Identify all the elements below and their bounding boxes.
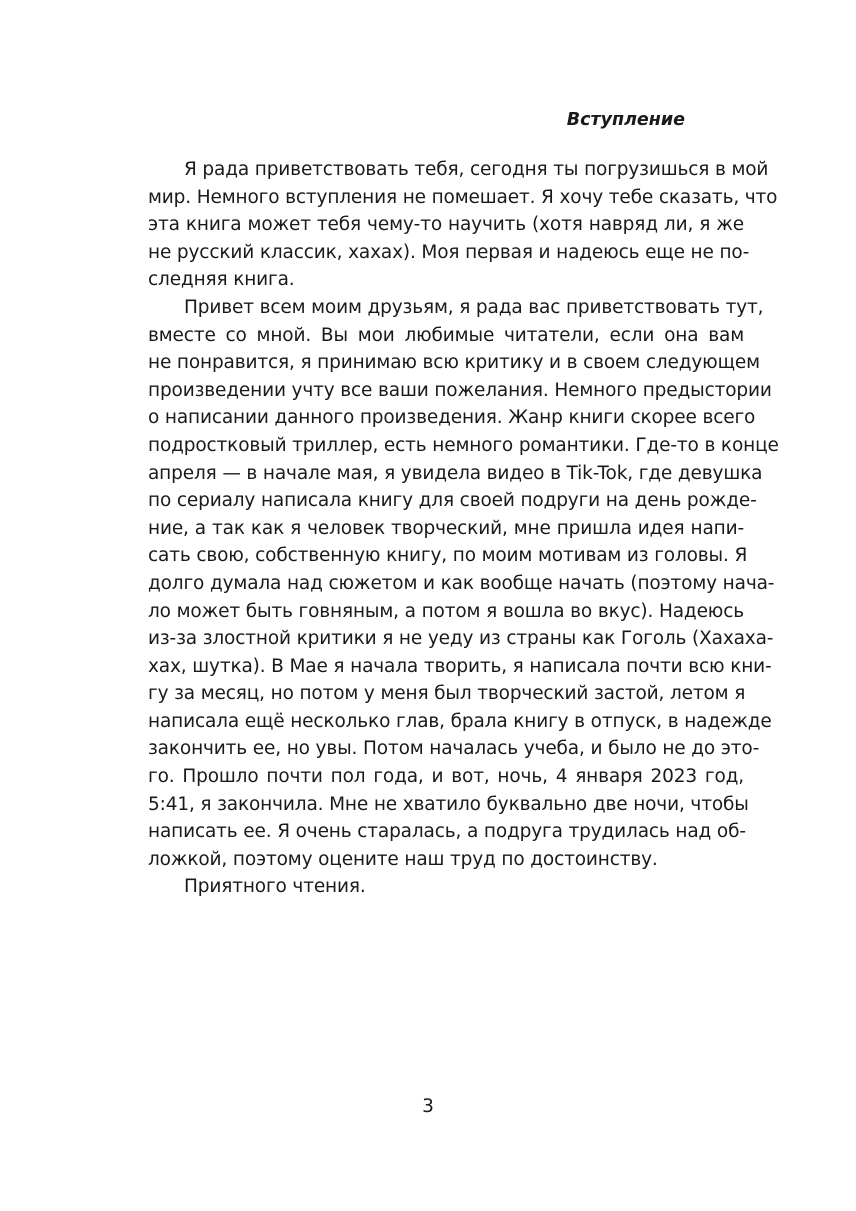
- text-line: по сериалу написала книгу для своей подруги на день рожде-: [148, 490, 757, 512]
- text-line: вместе со мной. Вы мои любимые читатели, если она вам: [148, 324, 744, 346]
- text-line: ло может быть говняным, а потом я вошла во вкус). Надеюсь: [148, 600, 744, 622]
- text-line: 5:41, я закончила. Мне не хватило буквально две ночи, чтобы: [148, 793, 749, 815]
- text-line: го. Прошло почти пол года, и вот, ночь, 4 января 2023 год,: [148, 766, 744, 788]
- text-line: эта книга может тебя чему-то научить (хотя навряд ли, я же: [148, 214, 744, 236]
- text-line: написала ещё несколько глав, брала книгу в отпуск, в надежде: [148, 710, 772, 732]
- text-line: Я рада приветствовать тебя, сегодня ты погрузишься в мой: [184, 159, 769, 180]
- text-line: мир. Немного вступления не помешает. Я хочу тебе сказать, что: [148, 186, 778, 208]
- paragraph: [148, 156, 778, 294]
- text-line: сать свою, собственную книгу, по моим мотивам из головы. Я: [148, 545, 748, 567]
- text-line: Привет всем моим друзьям, я рада вас приветствовать тут,: [184, 296, 764, 318]
- text-line: ложкой, поэтому оцените наш труд по достоинству.: [148, 848, 658, 870]
- paragraph: [148, 294, 779, 873]
- text-line: из-за злостной критики я не уеду из страны как Гоголь (Хахаха-: [148, 628, 774, 650]
- text-line: произведении учту все ваши пожелания. Немного предыстории: [148, 379, 772, 401]
- text-line: гу за месяц, но потом у меня был творческий застой, летом я: [148, 683, 746, 705]
- text-line: не понравится, я принимаю всю критику и в своем следующем: [148, 352, 760, 374]
- chapter-heading: Вступление: [566, 110, 685, 130]
- text-line: апреля — в начале мая, я увидела видео в Tik-Tok, где девушка: [148, 462, 763, 484]
- text-line: хах, шутка). В Мае я начала творить, я написала почти всю кни-: [148, 655, 772, 677]
- text-line: подростковый триллер, есть немного романтики. Где-то в конце: [148, 434, 779, 456]
- text-line: Приятного чтения.: [184, 876, 366, 898]
- text-line: закончить ее, но увы. Потом началась учеба, и было не до это-: [148, 738, 760, 760]
- text-line: написать ее. Я очень старалась, а подруга трудилась над об-: [148, 821, 746, 843]
- page-number: 3: [422, 1096, 434, 1117]
- text-line: долго думала над сюжетом и как вообще начать (поэтому нача-: [148, 572, 775, 594]
- paragraph: [148, 873, 744, 901]
- text-line: не русский классик, хахах). Моя первая и надеюсь еще не по-: [148, 241, 750, 263]
- text-line: следняя книга.: [148, 269, 295, 291]
- text-line: о написании данного произведения. Жанр книги скорее всего: [148, 407, 756, 429]
- text-line: ние, а так как я человек творческий, мне пришла идея напи-: [148, 517, 744, 539]
- body-text: [148, 156, 779, 901]
